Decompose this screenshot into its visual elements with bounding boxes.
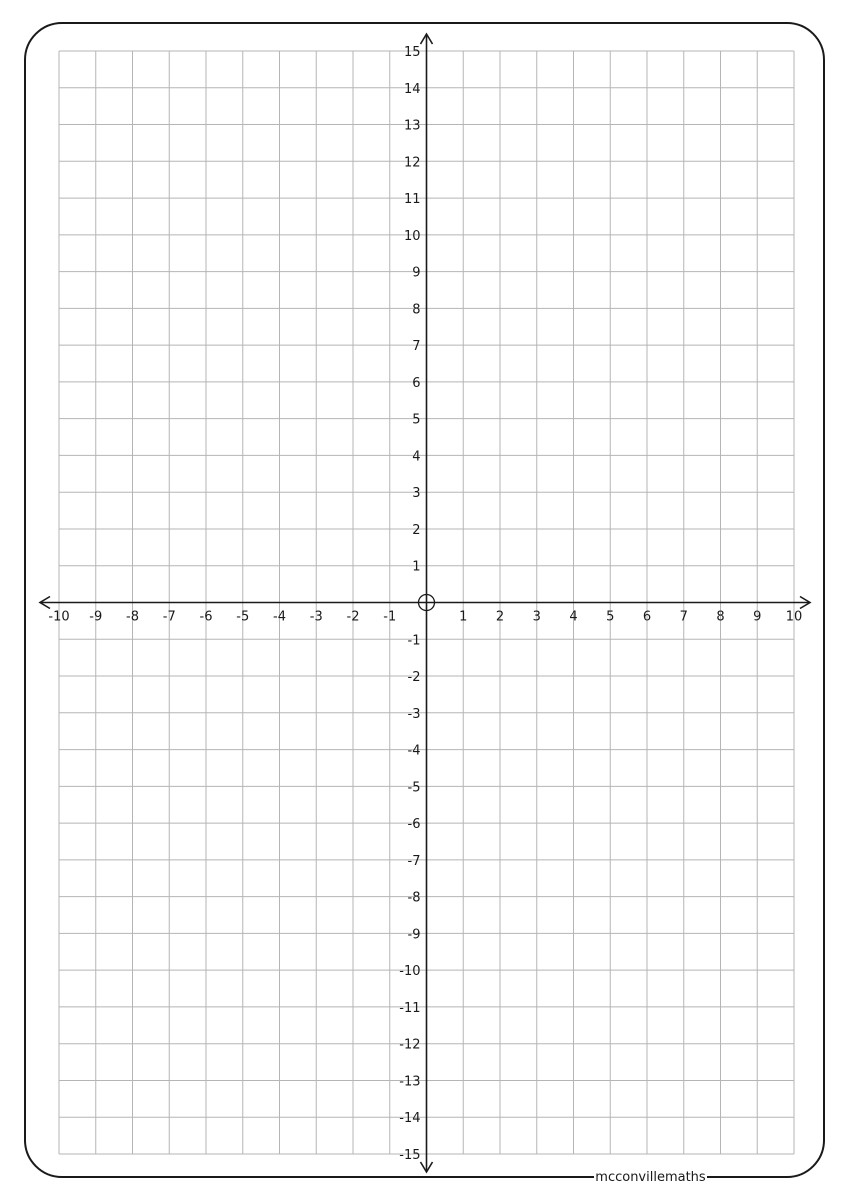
y-tick-label: -1 (407, 633, 421, 649)
x-tick-label: 5 (606, 609, 615, 625)
x-tick-label: 8 (716, 609, 725, 625)
x-tick-label: 3 (532, 609, 541, 625)
y-tick-label: 1 (412, 559, 421, 575)
y-tick-label: -11 (399, 1000, 421, 1016)
x-tick-label: 7 (679, 609, 688, 625)
y-axis-labels (399, 45, 420, 1163)
x-tick-label: 10 (785, 609, 803, 625)
x-axis-labels (48, 610, 802, 625)
y-tick-label: 13 (403, 118, 421, 134)
y-tick-label: -12 (399, 1037, 421, 1053)
x-tick-label: 1 (459, 609, 468, 625)
y-tick-label: 5 (412, 412, 421, 428)
y-tick-label: -10 (399, 964, 421, 980)
y-tick-label: -9 (407, 927, 421, 943)
y-tick-label: 9 (412, 265, 421, 281)
y-tick-label: 2 (412, 522, 421, 538)
y-tick-label: 8 (412, 302, 421, 318)
y-tick-label: 15 (403, 45, 421, 60)
x-tick-label: -7 (162, 609, 176, 625)
y-tick-label: 12 (403, 155, 421, 171)
y-tick-label: -8 (407, 890, 421, 906)
x-tick-label: -10 (48, 609, 70, 625)
x-tick-label: -6 (199, 609, 213, 625)
y-tick-label: 10 (403, 228, 421, 244)
x-tick-label: -8 (126, 609, 139, 625)
y-tick-label: -14 (399, 1111, 421, 1127)
x-tick-label: 4 (569, 609, 578, 625)
footer-line-left (540, 1177, 594, 1178)
axes (40, 34, 810, 1172)
footer-line-right (707, 1177, 761, 1178)
x-tick-label: -1 (383, 609, 397, 625)
y-tick-label: -6 (407, 817, 421, 833)
x-tick-label: -2 (346, 609, 360, 625)
y-tick-label: -5 (407, 780, 421, 796)
x-tick-label: -9 (89, 609, 103, 625)
brand-label: mcconvillemaths (594, 1168, 707, 1188)
x-tick-label: 2 (495, 609, 505, 625)
y-tick-label: 4 (412, 449, 421, 465)
x-tick-label: 6 (642, 609, 652, 625)
y-tick-label: -3 (407, 706, 421, 722)
y-tick-label: -2 (407, 670, 421, 686)
y-tick-label: -13 (399, 1074, 421, 1090)
y-tick-label: 14 (403, 81, 421, 97)
y-tick-label: -7 (407, 853, 421, 869)
x-tick-label: -5 (236, 609, 250, 625)
y-tick-label: -15 (399, 1148, 421, 1163)
x-tick-label: -3 (309, 609, 323, 625)
y-tick-label: 11 (403, 192, 421, 208)
x-tick-label: -4 (273, 609, 286, 625)
y-tick-label: -4 (407, 743, 421, 759)
x-tick-label: 9 (753, 609, 762, 625)
y-tick-label: 3 (412, 486, 421, 502)
y-tick-label: 6 (412, 375, 421, 391)
y-tick-label: 7 (412, 339, 421, 355)
